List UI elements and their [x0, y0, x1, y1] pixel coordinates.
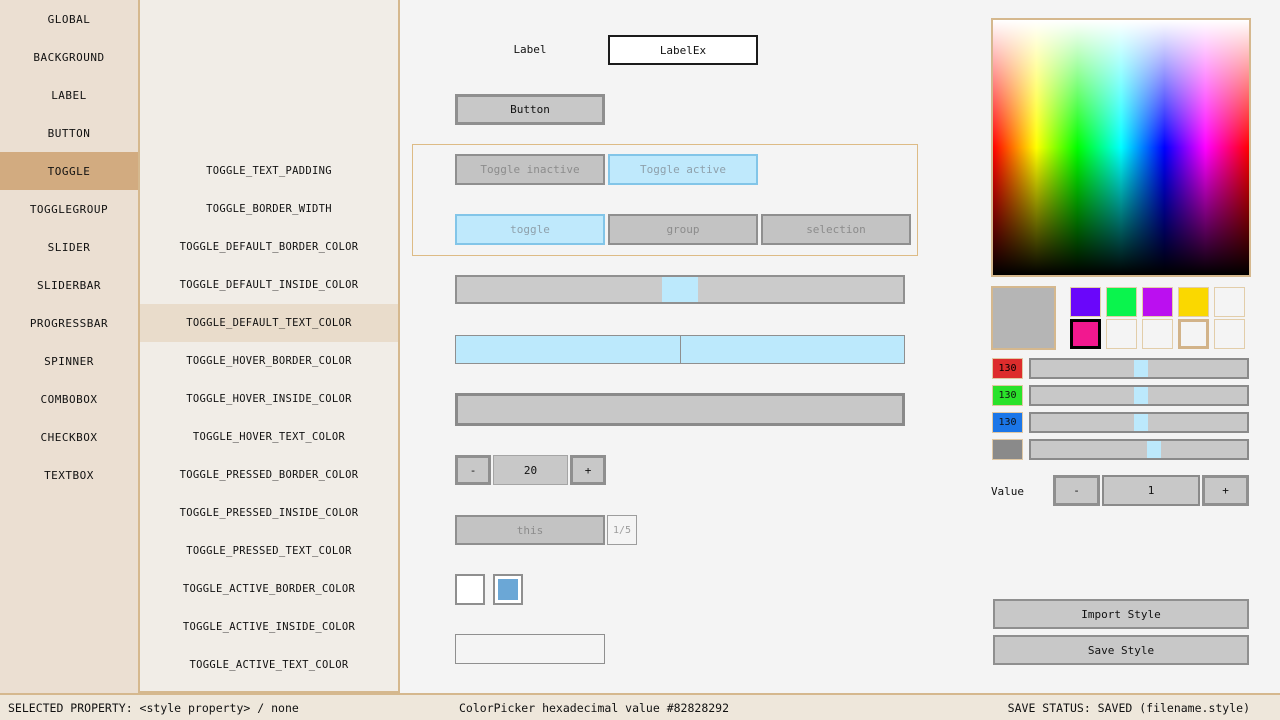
sliderbar-divider	[680, 336, 681, 363]
sidebar-item-combobox[interactable]: COMBOBOX	[40, 392, 98, 406]
blue-channel-value: 130	[992, 412, 1023, 433]
save-status: SAVE STATUS: SAVED (filename.style)	[1007, 701, 1250, 715]
property-item-hover-border-color[interactable]: TOGGLE_HOVER_BORDER_COLOR	[186, 355, 352, 367]
property-item-text-padding[interactable]: TOGGLE_TEXT_PADDING	[206, 165, 332, 177]
sidebar-item-togglegroup[interactable]: TOGGLEGROUP	[29, 202, 109, 216]
property-list	[140, 0, 400, 693]
color-swatch-empty[interactable]	[1214, 319, 1245, 349]
property-item-default-inside-color[interactable]: TOGGLE_DEFAULT_INSIDE_COLOR	[179, 279, 359, 291]
property-item-pressed-border-color[interactable]: TOGGLE_PRESSED_BORDER_COLOR	[179, 469, 359, 481]
selected-property-status: SELECTED PROPERTY: <style property> / none	[8, 701, 299, 715]
property-item-active-inside-color[interactable]: TOGGLE_ACTIVE_INSIDE_COLOR	[182, 621, 356, 633]
red-slider-handle[interactable]	[1134, 360, 1148, 377]
red-channel-slider[interactable]	[1029, 358, 1249, 379]
property-item-default-border-color[interactable]: TOGGLE_DEFAULT_BORDER_COLOR	[179, 241, 359, 253]
property-item-pressed-text-color[interactable]: TOGGLE_PRESSED_TEXT_COLOR	[186, 545, 352, 557]
green-channel-value: 130	[992, 385, 1023, 406]
spinner-value: 20	[493, 455, 568, 485]
color-swatch[interactable]	[1178, 287, 1209, 317]
sidebar-item-toggle[interactable]: TOGGLE	[0, 152, 138, 190]
preview-slider[interactable]	[455, 275, 905, 304]
color-swatch-empty[interactable]	[1106, 319, 1137, 349]
alpha-channel-value	[992, 439, 1023, 460]
alpha-channel-slider[interactable]	[1029, 439, 1249, 460]
sidebar-item-label[interactable]: LABEL	[51, 88, 87, 102]
preview-sliderbar[interactable]	[455, 335, 905, 364]
property-item-hover-text-color[interactable]: TOGGLE_HOVER_TEXT_COLOR	[192, 431, 346, 443]
green-slider-handle[interactable]	[1134, 387, 1148, 404]
property-item-active-border-color[interactable]: TOGGLE_ACTIVE_BORDER_COLOR	[182, 583, 356, 595]
value-spinner-value: 1	[1102, 475, 1200, 506]
preview-progressbar	[455, 393, 905, 426]
value-minus-button[interactable]: -	[1053, 475, 1100, 506]
color-swatch[interactable]	[1142, 287, 1173, 317]
color-swatch-empty[interactable]	[1214, 287, 1245, 317]
preview-textbox[interactable]	[455, 634, 605, 664]
preview-togglegroup-selection[interactable]: selection	[761, 214, 911, 245]
combobox-page-indicator: 1/5	[607, 515, 637, 545]
property-item-pressed-inside-color[interactable]: TOGGLE_PRESSED_INSIDE_COLOR	[179, 507, 359, 519]
red-channel-value: 130	[992, 358, 1023, 379]
status-bar	[0, 693, 1280, 720]
preview-togglegroup-group[interactable]: group	[608, 214, 758, 245]
blue-channel-slider[interactable]	[1029, 412, 1249, 433]
color-swatch[interactable]	[1070, 287, 1101, 317]
property-item-default-text-color[interactable]: TOGGLE_DEFAULT_TEXT_COLOR	[140, 304, 398, 342]
colorpicker-current-color-swatch	[991, 286, 1056, 350]
sidebar-item-progressbar[interactable]: PROGRESSBAR	[29, 316, 109, 330]
sidebar-item-background[interactable]: BACKGROUND	[33, 50, 105, 64]
color-swatch[interactable]	[1106, 287, 1137, 317]
sidebar-item-spinner[interactable]: SPINNER	[44, 354, 94, 368]
preview-checkbox-checked[interactable]	[493, 574, 523, 605]
preview-toggle-active[interactable]: Toggle active	[608, 154, 758, 185]
color-swatch-empty-framed[interactable]	[1178, 319, 1209, 349]
preview-label-textbox[interactable]: LabelEx	[608, 35, 758, 65]
green-channel-slider[interactable]	[1029, 385, 1249, 406]
sidebar-item-checkbox[interactable]: CHECKBOX	[40, 430, 98, 444]
alpha-slider-handle[interactable]	[1147, 441, 1161, 458]
property-item-border-width[interactable]: TOGGLE_BORDER_WIDTH	[206, 203, 332, 215]
property-item-active-text-color[interactable]: TOGGLE_ACTIVE_TEXT_COLOR	[189, 659, 349, 671]
preview-checkbox-unchecked[interactable]	[455, 574, 485, 605]
sidebar-item-slider[interactable]: SLIDER	[47, 240, 91, 254]
color-swatch-empty[interactable]	[1142, 319, 1173, 349]
spinner-minus-button[interactable]: -	[455, 455, 491, 485]
save-style-button[interactable]: Save Style	[993, 635, 1249, 665]
preview-label-caption: Label	[513, 43, 547, 56]
slider-handle[interactable]	[662, 277, 698, 302]
preview-button[interactable]: Button	[455, 94, 605, 125]
blue-slider-handle[interactable]	[1134, 414, 1148, 431]
preview-togglegroup-toggle[interactable]: toggle	[455, 214, 605, 245]
preview-toggle-inactive[interactable]: Toggle inactive	[455, 154, 605, 185]
checkbox-check-fill	[498, 579, 518, 600]
sidebar-item-button[interactable]: BUTTON	[47, 126, 91, 140]
widget-category-sidebar	[0, 0, 140, 693]
spinner-plus-button[interactable]: +	[570, 455, 606, 485]
import-style-button[interactable]: Import Style	[993, 599, 1249, 629]
value-spinner-label: Value	[990, 485, 1025, 498]
value-plus-button[interactable]: +	[1202, 475, 1249, 506]
sidebar-item-global[interactable]: GLOBAL	[47, 12, 91, 26]
sidebar-item-sliderbar[interactable]: SLIDERBAR	[36, 278, 102, 292]
property-item-hover-inside-color[interactable]: TOGGLE_HOVER_INSIDE_COLOR	[186, 393, 352, 405]
sidebar-item-textbox[interactable]: TEXTBOX	[44, 468, 94, 482]
colorpicker-hex-status: ColorPicker hexadecimal value #82828292	[459, 701, 730, 715]
color-swatch-selected[interactable]	[1070, 319, 1101, 349]
preview-combobox[interactable]: this	[455, 515, 605, 545]
colorpicker-gradient[interactable]	[991, 18, 1251, 277]
